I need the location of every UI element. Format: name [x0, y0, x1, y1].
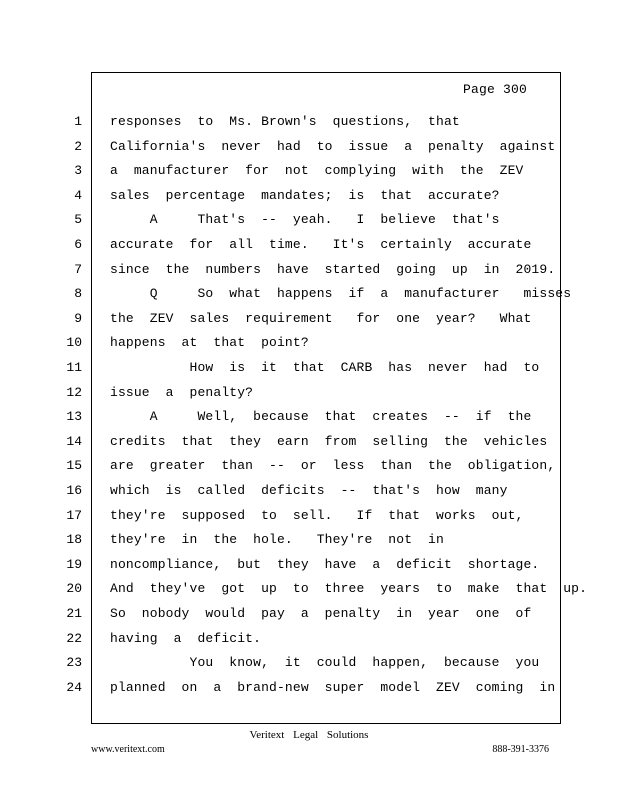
line-number: 14 [66, 434, 82, 449]
line-number: 8 [74, 286, 82, 301]
transcript-line-text: And they've got up to three years to make that up. [110, 581, 588, 596]
transcript-line-text: happens at that point? [110, 335, 309, 350]
line-number: 22 [66, 631, 82, 646]
line-number: 15 [66, 458, 82, 473]
transcript-line-text: issue a penalty? [110, 385, 254, 400]
line-number: 3 [74, 163, 82, 178]
transcript-line-text: California's never had to issue a penalty against [110, 139, 556, 154]
transcript-line-text: a manufacturer for not complying with the ZEV [110, 163, 524, 178]
line-number: 21 [66, 606, 82, 621]
line-number: 19 [66, 557, 82, 572]
transcript-line-text: are greater than -- or less than the obligation, [110, 458, 556, 473]
transcript-line-text: Q So what happens if a manufacturer misses [110, 286, 572, 301]
line-number: 10 [66, 335, 82, 350]
line-number: 11 [66, 360, 82, 375]
transcript-line-text: having a deficit. [110, 631, 262, 646]
transcript-line-text: responses to Ms. Brown's questions, that [110, 114, 460, 129]
transcript-line-text: So nobody would pay a penalty in year one of [110, 606, 532, 621]
transcript-line-text: sales percentage mandates; is that accurate? [110, 188, 500, 203]
line-number: 12 [66, 385, 82, 400]
transcript-line-text: credits that they earn from selling the vehicles [110, 434, 548, 449]
line-number: 1 [74, 114, 82, 129]
transcript-line-text: which is called deficits -- that's how many [110, 483, 508, 498]
transcript-line-text: You know, it could happen, because you [110, 655, 540, 670]
transcript-line-text: they're supposed to sell. If that works out, [110, 508, 524, 523]
footer-phone: 888-391-3376 [492, 744, 549, 755]
transcript-line-text: they're in the hole. They're not in [110, 532, 444, 547]
line-number: 2 [74, 139, 82, 154]
line-number: 13 [66, 409, 82, 424]
line-number: 24 [66, 680, 82, 695]
transcript-line-text: the ZEV sales requirement for one year? What [110, 311, 532, 326]
transcript-line-text: A Well, because that creates -- if the [110, 409, 532, 424]
transcript-line-text: noncompliance, but they have a deficit shortage. [110, 557, 540, 572]
footer-company-name: Veritext Legal Solutions [249, 729, 369, 741]
footer-website: www.veritext.com [91, 744, 165, 755]
line-number: 20 [66, 581, 82, 596]
line-number: 7 [74, 262, 82, 277]
line-number: 17 [66, 508, 82, 523]
line-number: 4 [74, 188, 82, 203]
line-number: 9 [74, 311, 82, 326]
line-number: 16 [66, 483, 82, 498]
line-number: 18 [66, 532, 82, 547]
transcript-line-text: since the numbers have started going up in 2019. [110, 262, 556, 277]
page-number: Page 300 [463, 82, 528, 97]
transcript-line-text: accurate for all time. It's certainly accurate [110, 237, 532, 252]
transcript-line-text: planned on a brand-new super model ZEV coming in [110, 680, 556, 695]
transcript-line-text: How is it that CARB has never had to [110, 360, 540, 375]
line-number: 5 [74, 212, 82, 227]
line-number: 6 [74, 237, 82, 252]
transcript-line-text: A That's -- yeah. I believe that's [110, 212, 500, 227]
line-number: 23 [66, 655, 82, 670]
